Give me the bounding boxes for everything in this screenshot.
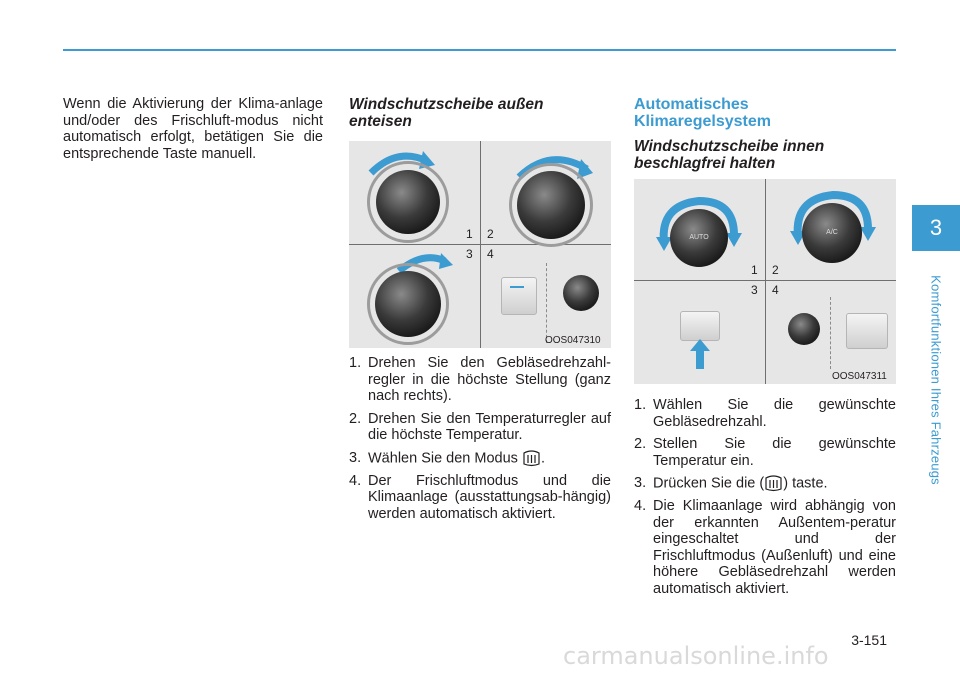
auto-knob[interactable]: AUTO	[670, 209, 728, 267]
figure-code: OOS047311	[832, 371, 887, 382]
list-item: 2. Drehen Sie den Temperaturregler auf die höchste Temperatur.	[349, 410, 611, 443]
temperature-knob[interactable]	[788, 313, 820, 345]
header-rule	[63, 49, 896, 51]
chapter-number: 3	[929, 215, 943, 240]
figure-manual-climate-controls	[349, 141, 611, 348]
page-number: 3-151	[851, 632, 887, 648]
air-intake-button[interactable]	[501, 277, 537, 315]
list-item: 4. Der Frischluftmodus und die Klimaanlage (ausstattungsab-hängig) werden automatisch aktiviert.	[349, 472, 611, 522]
section-defrost-outside	[349, 96, 611, 130]
ac-knob[interactable]: A/C	[802, 203, 862, 263]
list-item: 3. Drücken Sie die ( ) taste.	[634, 475, 828, 492]
figure-label-1: 1	[466, 227, 473, 241]
temperature-knob[interactable]	[517, 171, 585, 239]
figure-label-2: 2	[772, 263, 779, 277]
steps-defrost-outside	[349, 355, 611, 528]
defrost-mode-icon	[522, 450, 541, 467]
list-item: 1. Drehen Sie den Gebläsedrehzahl-regler in die höchste Stellung (ganz nach rechts).	[349, 355, 611, 404]
figure-label-2: 2	[487, 227, 494, 241]
section-heading: Windschutzscheibe außen enteisen	[349, 96, 544, 130]
press-arrow-icon	[690, 339, 710, 369]
figure-label-4: 4	[487, 247, 494, 261]
list-item: 4. Die Klimaanlage wird abhängig von der erkannten Außentem-peratur eingeschaltet und der Frischluftmodus (Außenluft) und eine höhere Gebläsedrehzahl werden automatisch aktiviert.	[634, 498, 896, 597]
list-item: 1. Wählen Sie die gewünschte Gebläsedrehzahl.	[634, 397, 896, 430]
figure-label-3: 3	[466, 247, 473, 261]
defrost-mode-icon	[764, 475, 783, 492]
ac-knob[interactable]	[563, 275, 599, 311]
figure-code: OOS047310	[545, 335, 601, 346]
figure-automatic-climate-controls	[634, 179, 896, 384]
intro-paragraph: Wenn die Aktivierung der Klima-anlage und/oder des Frischluft-modus nicht automatisch erfolgt, betätigen Sie die entsprechende Taste manuell.	[63, 96, 323, 162]
figure-label-4: 4	[772, 283, 779, 297]
section-heading: Automatisches Klimaregelsystem	[634, 96, 771, 130]
defrost-button[interactable]	[680, 311, 720, 341]
mode-knob[interactable]	[375, 271, 441, 337]
watermark: carmanualsonline.info	[563, 642, 829, 670]
section-subheading: Windschutzscheibe innen beschlagfrei halten	[634, 138, 825, 172]
steps-defog-inside	[634, 397, 896, 603]
fan-speed-knob[interactable]	[376, 170, 440, 234]
section-auto-climate	[634, 96, 896, 172]
list-item: 3. Wählen Sie den Modus .	[349, 449, 545, 466]
figure-label-1: 1	[751, 263, 758, 277]
defrost-button[interactable]	[846, 313, 888, 349]
chapter-number-tab[interactable]	[912, 205, 960, 251]
figure-label-3: 3	[751, 283, 758, 297]
chapter-title-vertical: Komfortfunktionen Ihres Fahrzeugs	[928, 275, 944, 485]
list-item: 2. Stellen Sie die gewünschte Temperatur ein.	[634, 436, 896, 469]
